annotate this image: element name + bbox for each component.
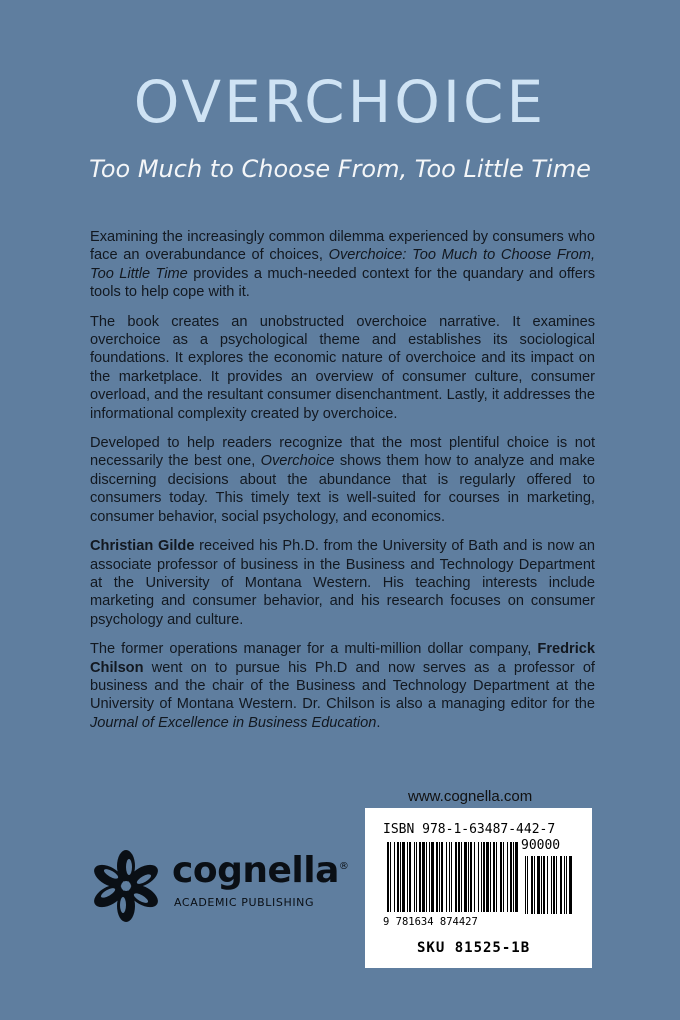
- book-subtitle: Too Much to Choose From, Too Little Time: [89, 155, 591, 183]
- publisher-tagline: ACADEMIC PUBLISHING: [174, 896, 315, 909]
- barcode-addon-bar: [556, 856, 557, 914]
- barcode-bar: [394, 842, 395, 912]
- p1-italic-title: Overchoice: Too Much to Choose From, Too Little Time: [90, 247, 595, 282]
- barcode-addon-bar: [537, 856, 540, 914]
- publisher-website: www.cognella.com: [408, 788, 533, 805]
- description-paragraph-3: [90, 434, 595, 526]
- barcode-bar: [483, 842, 485, 912]
- barcode-addon-bar: [534, 856, 535, 914]
- barcode-bar: [390, 842, 391, 912]
- barcode-bar: [490, 842, 491, 912]
- barcode-label: [365, 808, 592, 968]
- barcode-bar: [422, 842, 425, 912]
- barcode-bar: [461, 842, 462, 912]
- publisher-wordmark: cognella: [172, 850, 339, 891]
- barcode-bar: [449, 842, 450, 912]
- sku-text: SKU 81525-1B: [417, 940, 531, 956]
- barcode-bar: [429, 842, 430, 912]
- barcode-bar: [409, 842, 411, 912]
- price-code: 90000: [521, 838, 561, 853]
- barcode-addon-bar: [569, 856, 572, 914]
- author-name-1: Christian Gilde: [90, 538, 195, 555]
- barcode-bar: [387, 842, 389, 912]
- p3-text-b: shows them how to analyze and make discerning decisions about the abundance that is regularly offered to consumers today. This timely text is well-suited for courses in marketing, consumer behavior, social psychology, and economics.: [90, 453, 595, 525]
- barcode-bar: [455, 842, 457, 912]
- barcode-bar: [507, 842, 508, 912]
- barcode-addon-bar: [541, 856, 542, 914]
- author-bio-1-text: received his Ph.D. from the University of Bath and is now an associate professor of business in the Business and Technology Department at the University of Montana Western. His teaching interests include marketing and consumer behavior, and his research focuses on consumer psychology and culture.: [90, 538, 596, 628]
- barcode-addon-bar: [553, 856, 555, 914]
- barcode-bar: [416, 842, 417, 912]
- cognella-flower-logo: [88, 848, 164, 924]
- barcode-bar: [436, 842, 438, 912]
- author-bio-2-text-c: .: [376, 714, 381, 731]
- barcode-addon-bar: [560, 856, 562, 914]
- barcode-addon-bar: [531, 856, 533, 914]
- description-paragraph-2: The book creates an unobstructed overchoice narrative. It examines overchoice as a psychological theme and establishes its sociological foundations. It explores the economic nature of overchoice and its impact on the marketplace. It provides an overview of consumer culture, consumer overload, and the resultant consumer disenchantment. Lastly, it addresses the informational complexity created by overchoice.: [90, 313, 595, 422]
- author-bio-1: [90, 537, 595, 629]
- isbn-text: ISBN 978-1-63487-442-7: [383, 822, 556, 837]
- author-bio-2-text-a: The former operations manager for a multi-million dollar company,: [90, 641, 538, 658]
- p3-text-a: Developed to help readers recognize that the most plentiful choice is not necessarily the best one,: [90, 435, 595, 470]
- barcode-addon-bar: [551, 856, 552, 914]
- barcode-bar: [464, 842, 467, 912]
- barcode-bar: [407, 842, 408, 912]
- barcode-bar: [431, 842, 434, 912]
- barcode-bar: [510, 842, 512, 912]
- p3-italic-title: Overchoice: [260, 453, 335, 470]
- barcode-bar: [439, 842, 440, 912]
- barcode-addon-bar: [543, 856, 545, 914]
- barcode-addon-bar: [566, 856, 567, 914]
- barcode-bar: [419, 842, 421, 912]
- p1-text-a: Examining the increasingly common dilemma experienced by consumers who face an overabundance of choices,: [90, 229, 595, 264]
- p1-text-b: provides a much-needed context for the quandary and offers tools to help cope with it.: [90, 265, 595, 301]
- barcode-bar: [503, 842, 504, 912]
- author-bio-2: [90, 640, 595, 732]
- barcode-bar: [446, 842, 447, 912]
- barcode-bar: [474, 842, 475, 912]
- registered-mark: ®: [338, 861, 349, 872]
- barcode-bar: [400, 842, 401, 912]
- barcode-bar: [451, 842, 452, 912]
- barcode-bar: [478, 842, 479, 912]
- barcode-addon-bar: [564, 856, 565, 914]
- barcode-bar: [468, 842, 469, 912]
- barcode-bars: [387, 842, 572, 916]
- author-name-2: Fredrick Chilson: [90, 641, 595, 676]
- barcode-bar: [481, 842, 482, 912]
- barcode-addon-bar: [547, 856, 548, 914]
- description-paragraph-1: [90, 228, 595, 302]
- barcode-bar: [426, 842, 427, 912]
- author-bio-2-text-b: went on to pursue his Ph.D and now serves as a professor of business and the chair of the Business and Technology Department at the University of Montana Western. Dr. Chilson is also a managing editor for the: [90, 659, 595, 713]
- barcode-bar: [486, 842, 489, 912]
- barcode-addon-bar: [525, 856, 526, 914]
- barcode-bar: [441, 842, 443, 912]
- barcode-bar: [515, 842, 518, 912]
- barcode-bar: [397, 842, 399, 912]
- barcode-bar: [402, 842, 405, 912]
- book-title: OVERCHOICE: [133, 68, 547, 136]
- barcode-addon-bar: [527, 856, 528, 914]
- barcode-bar: [414, 842, 415, 912]
- barcode-bar: [500, 842, 502, 912]
- journal-title: Journal of Excellence in Business Education: [90, 714, 377, 731]
- publisher-name: [172, 850, 348, 891]
- barcode-bar: [513, 842, 514, 912]
- barcode-bar: [470, 842, 472, 912]
- barcode-bar: [493, 842, 495, 912]
- barcode-bar: [496, 842, 497, 912]
- barcode-digits: 9 781634 874427: [383, 916, 478, 928]
- description-text: [90, 228, 595, 743]
- barcode-bar: [458, 842, 460, 912]
